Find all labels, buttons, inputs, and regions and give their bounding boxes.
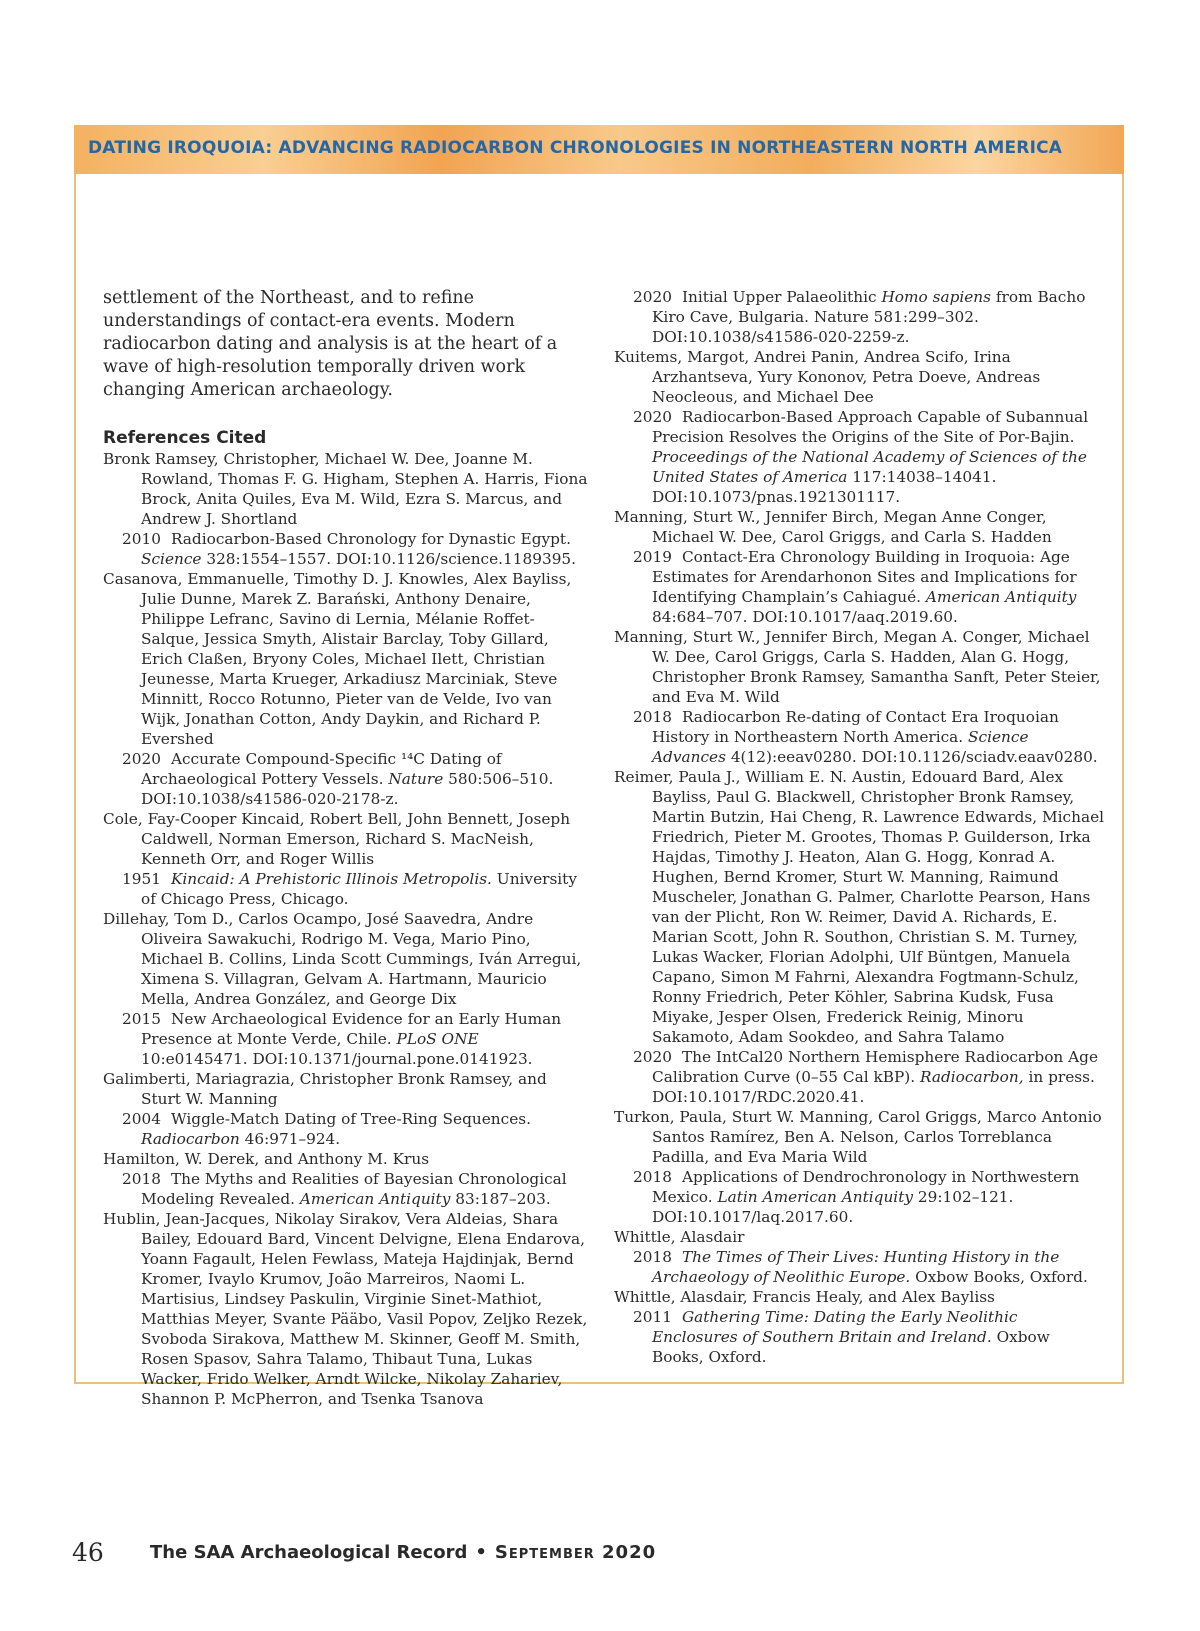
left-column (103, 287, 589, 1409)
reference-details: from Bacho Kiro Cave, Bulgaria. Nature 581:299–302. DOI:10.1038/s41586-020-2259-z. (652, 288, 1086, 346)
reference-venue: PLoS ONE (396, 1030, 479, 1048)
article-banner (74, 125, 1124, 174)
reference-year: 2015 (122, 1010, 161, 1028)
reference-year: 2010 (122, 530, 161, 548)
reference-authors: Cole, Fay-Cooper Kincaid, Robert Bell, John Bennett, Joseph Caldwell, Norman Emerson, Richard S. MacNeish, Kenneth Orr, and Roger Willis (103, 810, 571, 868)
reference-authors: Reimer, Paula J., William E. N. Austin, Edouard Bard, Alex Bayliss, Paul G. Blackwell, Christopher Bronk Ramsey, Martin Butzin, Hai Cheng, R. Lawrence Edwards, Michael Friedrich, Pieter M. Grootes, Thomas P. Guilderson, Irka Hajdas, Timothy J. Heaton, Alan G. Hogg, Konrad A. Hughen, Bernd Kromer, Sturt W. Manning, Raimund Muscheler, Jonathan G. Palmer, Charlotte Pearson, Hans van der Plicht, Ron W. Reimer, David A. Richards, E. Marian Scott, John R. Southon, Christian S. M. Turney, Lukas Wacker, Florian Adolphi, Ulf Büntgen, Manuela Capano, Simon M Fahrni, Alexandra Fogtmann-Schulz, Ronny Friedrich, Peter Köhler, Sabrina Kudsk, Fusa Miyake, Jesper Olsen, Frederick Reinig, Minoru Sakamoto, Adam Sookdeo, and Sahra Talamo (614, 768, 1105, 1046)
reference-title: Wiggle-Match Dating of Tree-Ring Sequences. (170, 1110, 531, 1128)
reference-venue: American Antiquity (299, 1190, 451, 1208)
reference-year: 2004 (122, 1110, 161, 1128)
reference-year: 2018 (633, 1168, 672, 1186)
reference-authors: Manning, Sturt W., Jennifer Birch, Megan Anne Conger, Michael W. Dee, Carol Griggs, and Carla S. Hadden (614, 508, 1052, 546)
reference-details: 4(12):eeav0280. DOI:10.1126/sciadv.eaav0280. (730, 748, 1098, 766)
reference-title: Contact-Era Chronology Building in Iroquoia: Age Estimates for Arendarhonon Sites and Implications for Identifying Champlain’s Cahiagué. (652, 548, 1077, 606)
reference-entry (614, 1167, 1104, 1227)
reference-venue: Nature (388, 770, 444, 788)
reference-title: Applications of Dendrochronology in Northwestern Mexico. (652, 1168, 1080, 1206)
reference-details: 84:684–707. DOI:10.1017/aaq.2019.60. (652, 608, 958, 626)
reference-authors: Dillehay, Tom D., Carlos Ocampo, José Saavedra, Andre Oliveira Sawakuchi, Rodrigo M. Vega, Mario Pino, Michael B. Collins, Linda Scott Cummings, Iván Arregui, Ximena S. Villagran, Gelvam A. Hartmann, Mauricio Mella, Andrea González, and George Dix (103, 910, 582, 1008)
reference-authors: Turkon, Paula, Sturt W. Manning, Carol Griggs, Marco Antonio Santos Ramírez, Ben A. Nelson, Carlos Torreblanca Padilla, and Eva Maria Wild (614, 1108, 1102, 1166)
reference-details: Oxbow Books, Oxford. (915, 1268, 1088, 1286)
reference-authors: Whittle, Alasdair (614, 1228, 745, 1246)
reference-year: 2020 (122, 750, 161, 768)
page-footer (72, 1538, 657, 1567)
reference-details: 10:e0145471. DOI:10.1371/journal.pone.0141923. (141, 1050, 533, 1068)
intro-paragraph: settlement of the Northeast, and to refine understandings of contact-era events. Modern radiocarbon dating and analysis is at the heart of a wave of high-resolution temporally driven work changing American archaeology. (103, 288, 558, 400)
page-number: 46 (72, 1538, 104, 1567)
reference-authors: Hamilton, W. Derek, and Anthony M. Krus (103, 1150, 430, 1168)
reference-details: Oxbow Books, Oxford. (652, 1328, 1050, 1366)
footer-separator: • (475, 1542, 487, 1563)
reference-venue: Kincaid: A Prehistoric Illinois Metropolis. (170, 870, 492, 888)
issue-date: September 2020 (494, 1542, 657, 1563)
reference-entry (614, 1307, 1104, 1367)
reference-venue: Science Advances (652, 728, 1029, 766)
reference-venue: Proceedings of the National Academy of Sciences of the United States of America (652, 448, 1087, 486)
reference-authors: Galimberti, Mariagrazia, Christopher Bronk Ramsey, and Sturt W. Manning (103, 1070, 547, 1108)
reference-venue: Radiocarbon (141, 1130, 240, 1148)
reference-entry (614, 407, 1104, 507)
reference-year: 2020 (633, 1048, 672, 1066)
references-list-right (614, 287, 1104, 1367)
reference-details: 83:187–203. (455, 1190, 551, 1208)
reference-year: 2011 (633, 1308, 672, 1326)
reference-venue: Latin American Antiquity (717, 1188, 913, 1206)
reference-year: 2018 (633, 1248, 672, 1266)
reference-authors: Casanova, Emmanuelle, Timothy D. J. Knowles, Alex Bayliss, Julie Dunne, Marek Z. Barański, Anthony Denaire, Philippe Lefranc, Savino di Lernia, Mélanie Roffet-Salque, Jessica Smyth, Alistair Barclay, Toby Gillard, Erich Claßen, Bryony Coles, Michael Ilett, Christian Jeunesse, Marta Krueger, Arkadiusz Marciniak, Steve Minnitt, Rocco Rotunno, Pieter van de Velde, Ivo van Wijk, Jonathan Cotton, Andy Daykin, and Richard P. Evershed (103, 570, 572, 748)
reference-authors: Whittle, Alasdair, Francis Healy, and Alex Bayliss (614, 1288, 995, 1306)
reference-year: 2019 (633, 548, 672, 566)
reference-venue: American Antiquity (925, 588, 1077, 606)
right-column (614, 287, 1104, 1367)
reference-venue: Homo sapiens (881, 288, 992, 306)
reference-details: in press. DOI:10.1017/RDC.2020.41. (652, 1068, 1095, 1106)
reference-authors: Bronk Ramsey, Christopher, Michael W. Dee, Joanne M. Rowland, Thomas F. G. Higham, Stephen A. Harris, Fiona Brock, Anita Quiles, Eva M. Wild, Ezra S. Marcus, and Andrew J. Shortland (103, 450, 588, 528)
reference-entry (614, 287, 1104, 347)
reference-title: Radiocarbon-Based Approach Capable of Subannual Precision Resolves the Origins of the Site of Por-Bajin. (652, 408, 1089, 446)
reference-entry (614, 1047, 1104, 1107)
reference-entry (614, 707, 1104, 767)
reference-entry (103, 1169, 589, 1209)
reference-entry (614, 547, 1104, 627)
reference-authors: Kuitems, Margot, Andrei Panin, Andrea Scifo, Irina Arzhantseva, Yury Kononov, Petra Doeve, Andreas Neocleous, and Michael Dee (614, 348, 1041, 406)
reference-title: Accurate Compound-Specific ¹⁴C Dating of Archaeological Pottery Vessels. (141, 750, 502, 788)
reference-title: The IntCal20 Northern Hemisphere Radiocarbon Age Calibration Curve (0–55 Cal kBP). (652, 1048, 1099, 1086)
reference-entry (103, 869, 589, 909)
reference-title: The Myths and Realities of Bayesian Chronological Modeling Revealed. (141, 1170, 567, 1208)
reference-venue: The Times of Their Lives: Hunting History in the Archaeology of Neolithic Europe. (652, 1248, 1060, 1286)
references-heading: References Cited (103, 428, 267, 448)
reference-details: 580:506–510. DOI:10.1038/s41586-020-2178-z. (141, 770, 554, 808)
reference-details: 117:14038–14041. DOI:10.1073/pnas.1921301117. (652, 468, 997, 506)
reference-details: University of Chicago Press, Chicago. (141, 870, 577, 908)
reference-authors: Hublin, Jean-Jacques, Nikolay Sirakov, Vera Aldeias, Shara Bailey, Edouard Bard, Vincent Delvigne, Elena Endarova, Yoann Fagault, Helen Fewlass, Mateja Hajdinjak, Bernd Kromer, Ivaylo Krumov, João Marreiros, Naomi L. Martisius, Lindsey Paskulin, Virginie Sinet-Mathiot, Matthias Meyer, Svante Pääbo, Vasil Popov, Zeljko Rezek, Svoboda Sirakova, Matthew M. Skinner, Geoff M. Smith, Rosen Spasov, Sahra Talamo, Thibaut Tuna, Lukas Wacker, Frido Welker, Arndt Wilcke, Nikolay Zahariev, Shannon P. McPherron, and Tsenka Tsanova (103, 1210, 588, 1408)
reference-year: 1951 (122, 870, 161, 888)
journal-name: The SAA Archaeological Record (150, 1542, 468, 1563)
reference-entry (103, 749, 589, 809)
reference-venue: Radiocarbon, (920, 1068, 1024, 1086)
reference-venue: Gathering Time: Dating the Early Neolithic Enclosures of Southern Britain and Ireland. (652, 1308, 1018, 1346)
reference-venue: Science (141, 550, 202, 568)
reference-entry (103, 1109, 589, 1149)
reference-year: 2020 (633, 288, 672, 306)
journal-name-line (150, 1542, 656, 1563)
reference-year: 2018 (633, 708, 672, 726)
reference-title: Radiocarbon-Based Chronology for Dynastic Egypt. (170, 530, 571, 548)
reference-entry (103, 1009, 589, 1069)
reference-details: 328:1554–1557. DOI:10.1126/science.1189395. (206, 550, 577, 568)
reference-details: 29:102–121. DOI:10.1017/laq.2017.60. (652, 1188, 1014, 1226)
reference-entry (103, 529, 589, 569)
reference-year: 2020 (633, 408, 672, 426)
reference-entry (614, 1247, 1104, 1287)
reference-details: 46:971–924. (244, 1130, 341, 1148)
references-list-left (103, 449, 589, 1409)
article-series-title: DATING IROQUOIA: ADVANCING RADIOCARBON CHRONOLOGIES IN NORTHEASTERN NORTH AMERICA (88, 138, 1063, 158)
reference-year: 2018 (122, 1170, 161, 1188)
reference-title: Radiocarbon Re-dating of Contact Era Iroquoian History in Northeastern North America. (652, 708, 1059, 746)
reference-authors: Manning, Sturt W., Jennifer Birch, Megan A. Conger, Michael W. Dee, Carol Griggs, Carla S. Hadden, Alan G. Hogg, Christopher Bronk Ramsey, Samantha Sanft, Peter Steier, and Eva M. Wild (614, 628, 1101, 706)
reference-title: Initial Upper Palaeolithic (681, 288, 877, 306)
reference-title: New Archaeological Evidence for an Early Human Presence at Monte Verde, Chile. (141, 1010, 562, 1048)
